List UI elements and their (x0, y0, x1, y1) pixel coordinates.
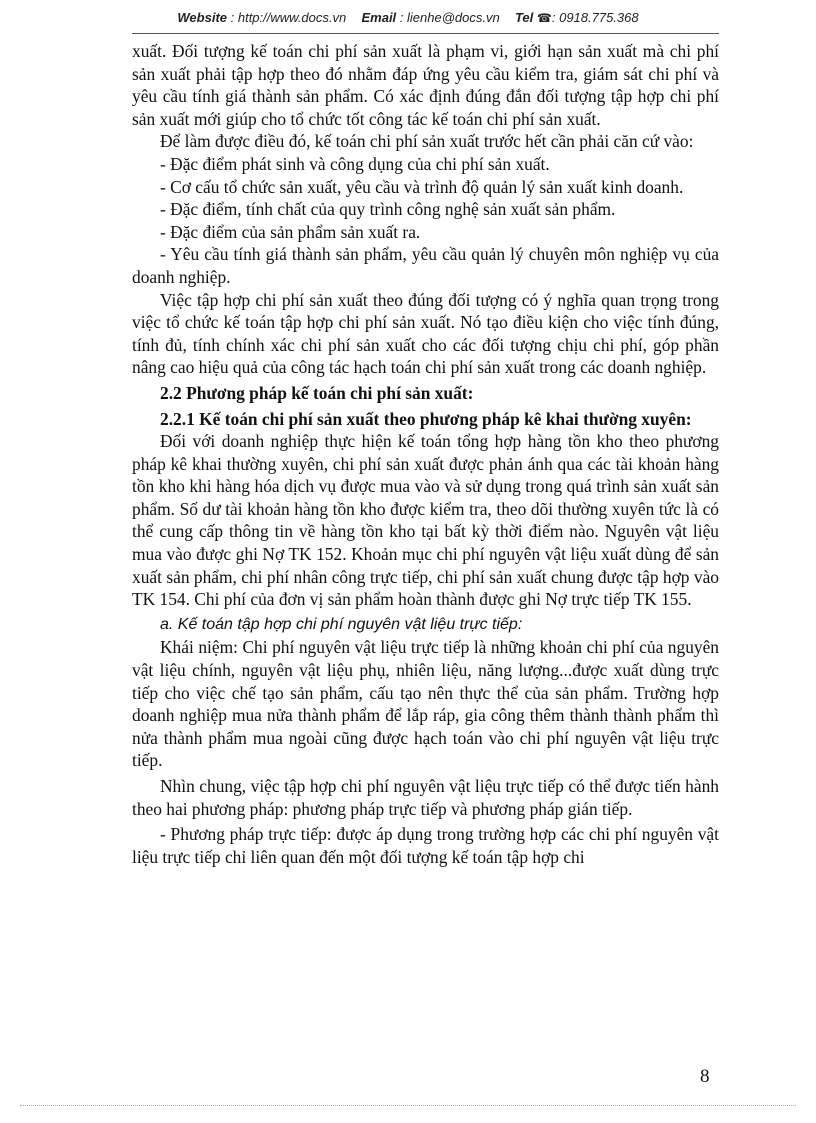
bullet-item: - Đặc điểm, tính chất của quy trình công nghệ sản xuất sản phẩm. (160, 199, 616, 220)
item-heading: a. Kế toán tập hợp chi phí nguyên vật liệu trực tiếp: (160, 615, 523, 633)
paragraph: Nhìn chung, việc tập hợp chi phí nguyên vật liệu trực tiếp có thể được tiến hành theo hai phương pháp: phương pháp trực tiếp và phương pháp gián tiếp. (132, 776, 719, 819)
tel-value: : 0918.775.368 (551, 10, 639, 25)
bullet-item: - Yêu cầu tính giá thành sản phẩm, yêu cầu quản lý chuyên môn nghiệp vụ của doanh nghiệp. (132, 244, 719, 287)
paragraph: Việc tập hợp chi phí sản xuất theo đúng đối tượng có ý nghĩa quan trọng trong việc tổ chức kế toán tập hợp chi phí sản xuất. Nó tạo điều kiện cho việc tính đúng, tính đủ, tính chính xác chi phí sản xuất cho các đối tượng chịu chi phí, góp phần nâng cao hiệu quả của công tác hạch toán chi phí sản xuất trong các doanh nghiệp. (132, 289, 719, 378)
paragraph: Đối với doanh nghiệp thực hiện kế toán tổng hợp hàng tồn kho theo phương pháp kê khai thường xuyên, chi phí sản xuất được phản ánh qua các tài khoản hàng tồn kho khi hàng hóa dịch vụ được mua vào và sử dụng trong quá trình sản xuất sản phẩm. Số dư tài khoản hàng tồn kho được kiểm tra, theo dõi thường xuyên tức là có thể cung cấp thông tin về hàng tồn kho tại bất kỳ thời điểm nào. Nguyên vật liệu mua vào được ghi Nợ TK 152. Khoản mục chi phí nguyên vật liệu xuất dùng để sản xuất sản phẩm, chi phí nhân công trực tiếp, chi phí sản xuất chung được tập hợp vào TK 154. Chi phí của đơn vị sản phẩm hoàn thành được ghi Nợ trực tiếp TK 155. (132, 431, 719, 610)
bullet-item: - Cơ cấu tổ chức sản xuất, yêu cầu và trình độ quản lý sản xuất kinh doanh. (160, 176, 684, 197)
website-value: : http://www.docs.vn (230, 10, 347, 25)
bullet-item: - Đặc điểm phát sinh và công dụng của chi phí sản xuất. (160, 153, 550, 174)
phone-icon: ☎ (536, 11, 552, 25)
page-number: 8 (700, 1066, 710, 1087)
page-footer-divider (20, 1105, 796, 1106)
subsection-heading: 2.2.1 Kế toán chi phí sản xuất theo phương pháp kê khai thường xuyên: (160, 408, 692, 429)
tel-label: Tel (514, 10, 534, 25)
email-label: Email (361, 10, 397, 25)
paragraph: Để làm được điều đó, kế toán chi phí sản xuất trước hết cần phải căn cứ vào: (160, 131, 694, 152)
paragraph: Khái niệm: Chi phí nguyên vật liệu trực tiếp là những khoản chi phí của nguyên vật liệu chính, nguyên vật liệu phụ, nhiên liệu, năng lượng...được xuất dùng trực tiếp cho việc chế tạo sản phẩm, cấu tạo nên thực thể của sản phẩm. Trường hợp doanh nghiệp mua nửa thành phẩm để lắp ráp, gia công thêm thành thành phẩm thì nửa thành phẩm mua ngoài cũng được hạch toán vào chi phí nguyên vật liệu trực tiếp. (132, 637, 719, 771)
document-body (132, 40, 719, 868)
email-value: : lienhe@docs.vn (399, 10, 500, 25)
bullet-item: - Phương pháp trực tiếp: được áp dụng trong trường hợp các chi phí nguyên vật liệu trực tiếp chỉ liên quan đến một đối tượng kế toán tập hợp chi (132, 824, 719, 867)
website-label: Website (177, 10, 227, 25)
header-divider (132, 33, 719, 34)
paragraph: xuất. Đối tượng kế toán chi phí sản xuất là phạm vi, giới hạn sản xuất mà chi phí sản xuất phải tập hợp theo đó nhằm đáp ứng yêu cầu kiểm tra, giám sát chi phí và yêu cầu tính giá thành sản phẩm. Có xác định đúng đắn đối tượng tập hợp chi phí sản xuất mới giúp cho tổ chức tốt công tác kế toán chi phí sản xuất. (132, 41, 719, 129)
page-header (0, 10, 816, 25)
bullet-item: - Đặc điểm của sản phẩm sản xuất ra. (160, 221, 421, 242)
section-heading: 2.2 Phương pháp kế toán chi phí sản xuất: (160, 382, 474, 403)
